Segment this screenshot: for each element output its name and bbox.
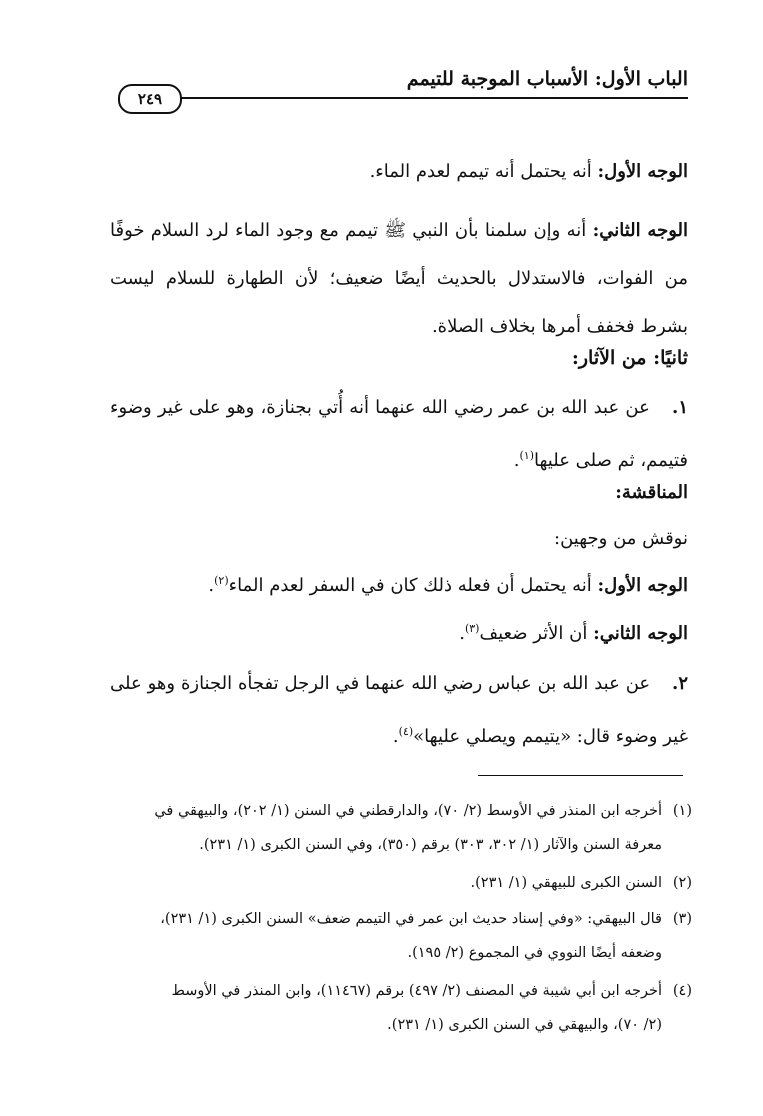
discussion-first-aspect-end: . xyxy=(208,575,215,596)
discussion-second-aspect-end: . xyxy=(459,623,465,644)
first-aspect-text: أنه يحتمل أنه تيمم لعدم الماء. xyxy=(369,161,592,182)
paragraph-first-aspect xyxy=(110,160,688,184)
footnote-4-mark: (٤) xyxy=(672,983,692,999)
item-2-number: ٢. xyxy=(672,673,688,694)
footnote-4 xyxy=(108,974,692,1042)
item-2-end: . xyxy=(392,726,399,747)
footnote-4-line-1: أخرجه ابن أبي شيبة في المصنف (٢/ ٤٩٧) برقم (١١٤٦٧)، وابن المنذر في الأوسط xyxy=(171,983,662,999)
discussion-first-aspect-text: أنه يحتمل أن فعله ذلك كان في السفر لعدم الماء xyxy=(228,575,592,596)
footnote-ref-2[interactable]: (٢) xyxy=(214,574,229,587)
footnote-ref-3[interactable]: (٣) xyxy=(464,622,480,635)
header-rule xyxy=(168,97,688,99)
item-1-end: . xyxy=(513,450,520,471)
footnote-3-line-2: وضعفه أيضًا النووي في المجموع (٢/ ١٩٥). xyxy=(407,945,662,961)
running-head: الباب الأول: الأسباب الموجبة للتيمم xyxy=(406,68,688,90)
footnote-ref-4[interactable]: (٤) xyxy=(398,725,414,738)
footnote-3 xyxy=(108,902,692,970)
first-aspect-label: الوجه الأول: xyxy=(597,161,688,182)
section-heading: ثانيًا: من الآثار: xyxy=(571,347,688,369)
paragraph-second-aspect xyxy=(110,207,688,351)
footnote-separator xyxy=(478,775,683,776)
discussed-text: نوقش من وجهين: xyxy=(554,528,688,549)
athar-item-2 xyxy=(110,660,688,761)
footnote-ref-1[interactable]: (١) xyxy=(519,449,535,462)
page-header xyxy=(108,62,688,112)
item-1-number: ١. xyxy=(672,397,688,418)
discussion-first-aspect-label: الوجه الأول: xyxy=(597,575,688,596)
discussion-second-aspect xyxy=(110,617,688,646)
footnote-2 xyxy=(108,866,692,900)
discussion-heading: المناقشة: xyxy=(615,482,688,503)
footnote-1-mark: (١) xyxy=(672,803,692,819)
athar-item-1 xyxy=(110,384,688,485)
footnote-2-line-1: السنن الكبرى للبيهقي (١/ ٢٣١). xyxy=(470,875,662,891)
discussion-second-aspect-text: أن الأثر ضعيف xyxy=(479,623,588,644)
discussion-first-aspect xyxy=(110,569,688,598)
discussion-second-aspect-label: الوجه الثاني: xyxy=(593,623,688,644)
footnote-3-mark: (٣) xyxy=(672,911,692,927)
footnote-2-mark: (٢) xyxy=(672,875,692,891)
item-2-text: عن عبد الله بن عباس رضي الله عنهما في الرجل تفجأه الجنازة وهو على غير وضوء قال: «يتيمم ويصلي عليها» xyxy=(110,673,688,747)
page-number: ٢٤٩ xyxy=(118,84,182,114)
footnote-1-line-1: أخرجه ابن المنذر في الأوسط (٢/ ٧٠)، والدارقطني في السنن (١/ ٢٠٢)، والبيهقي في xyxy=(154,803,662,819)
footnote-1 xyxy=(108,794,692,862)
footnote-1-line-2: معرفة السنن والآثار (١/ ٣٠٢، ٣٠٣) برقم (٣٥٠)، وفي السنن الكبرى (١/ ٢٣١). xyxy=(199,837,662,853)
footnote-4-line-2: (٢/ ٧٠)، والبيهقي في السنن الكبرى (١/ ٢٣١). xyxy=(387,1017,662,1033)
item-1-text: عن عبد الله بن عمر رضي الله عنهما أنه أُتي بجنازة، وهو على غير وضوء فتيمم، ثم صلى عليها xyxy=(110,397,688,471)
second-aspect-label: الوجه الثاني: xyxy=(592,220,688,241)
footnote-3-line-1: قال البيهقي: «وفي إسناد حديث ابن عمر في التيمم ضعف» السنن الكبرى (١/ ٢٣١)، xyxy=(160,911,662,927)
second-aspect-text: أنه وإن سلمنا بأن النبي ﷺ تيمم مع وجود الماء لرد السلام خوفًا من الفوات، فالاستدلال بالحديث أيضًا ضعيف؛ لأن الطهارة للسلام ليست بشرط فخفف أمرها بخلاف الصلاة. xyxy=(110,220,688,337)
